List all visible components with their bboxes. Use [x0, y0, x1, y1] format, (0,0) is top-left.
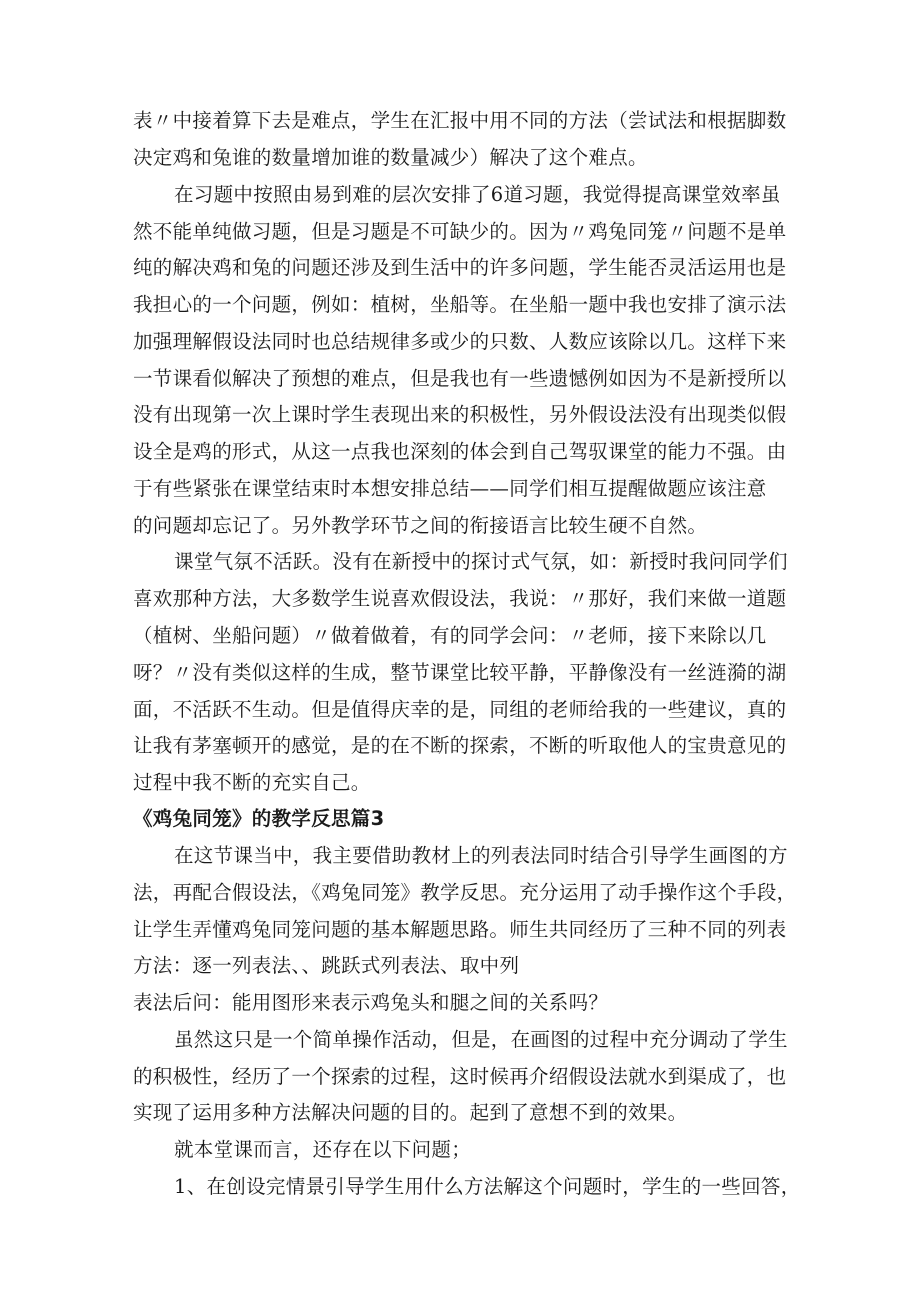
text-line: 过程中我不断的充实自己。 — [133, 771, 371, 794]
text-line: （植树、坐船问题）〃做着做着，有的同学会问：〃老师，接下来除以几 — [133, 624, 767, 647]
text-line: 让我有茅塞顿开的感觉，是的在不断的探索，不断的听取他人的宝贵意见的 — [133, 734, 787, 757]
paragraph-first-line: 课堂气氛不活跃。没有在新授中的探讨式气氛，如：新授时我问同学们 — [174, 550, 788, 573]
text-line: 设全是鸡的形式，从这一点我也深刻的体会到自己驾驭课堂的能力不强。由 — [133, 440, 787, 463]
paragraph-first-line: 在习题中按照由易到难的层次安排了6道习题，我觉得提高课堂效率虽 — [174, 183, 781, 206]
text-line: 纯的解决鸡和兔的问题还涉及到生活中的许多问题，学生能否灵活运用也是 — [133, 256, 787, 279]
section-heading: 《鸡兔同笼》的教学反思篇3 — [133, 807, 385, 830]
text-line: 法，再配合假设法，《鸡兔同笼》教学反思。充分运用了动手操作这个手段， — [133, 881, 797, 904]
text-line: 我担心的一个问题，例如：植树，坐船等。在坐船一题中我也安排了演示法 — [133, 293, 787, 316]
text-line: 呀？〃没有类似这样的生成，整节课堂比较平静，平静像没有一丝涟漪的湖 — [133, 661, 787, 684]
paragraph-first-line: 就本堂课而言，还存在以下问题； — [174, 1138, 472, 1161]
text-line: 表法后问：能用图形来表示鸡兔头和腿之间的关系吗？ — [133, 991, 609, 1014]
paragraph-first-line: 虽然这只是一个简单操作活动，但是，在画图的过程中充分调动了学生 — [174, 1028, 788, 1051]
text-line: 喜欢那种方法，大多数学生说喜欢假设法，我说：〃那好，我们来做一道题 — [133, 587, 787, 610]
text-line: 于有些紧张在课堂结束时本想安排总结——同学们相互提醒做题应该注意 — [133, 477, 767, 500]
text-line: 的积极性，经历了一个探索的过程，这时候再介绍假设法就水到渠成了，也 — [133, 1065, 787, 1088]
text-line: 方法：逐一列表法、、跳跃式列表法、取中列 — [133, 954, 520, 977]
text-line: 的问题却忘记了。另外教学环节之间的衔接语言比较生硬不自然。 — [133, 514, 708, 537]
text-line: 没有出现第一次上课时学生表现出来的积极性，另外假设法没有出现类似假 — [133, 403, 787, 426]
text-line: 让学生弄懂鸡兔同笼问题的基本解题思路。师生共同经历了三种不同的列表 — [133, 918, 787, 941]
text-line: 实现了运用多种方法解决问题的目的。起到了意想不到的效果。 — [133, 1101, 688, 1124]
text-line: 决定鸡和兔谁的数量增加谁的数量减少）解决了这个难点。 — [133, 146, 648, 169]
paragraph-first-line: 在这节课当中，我主要借助教材上的列表法同时结合引导学生画图的方 — [174, 844, 788, 867]
text-line: 然不能单纯做习题，但是习题是不可缺少的。因为〃鸡兔同笼〃问题不是单 — [133, 220, 787, 243]
text-line: 表〃中接着算下去是难点，学生在汇报中用不同的方法（尝试法和根据脚数 — [133, 109, 787, 132]
text-line: 面，不活跃不生动。但是值得庆幸的是，同组的老师给我的一些建议，真的 — [133, 698, 787, 721]
list-item: 1、在创设完情景引导学生用什么方法解这个问题时，学生的一些回答， — [174, 1175, 801, 1198]
text-line: 加强理解假设法同时也总结规律多或少的只数、人数应该除以几。这样下来 — [133, 330, 787, 353]
text-line: 一节课看似解决了预想的难点，但是我也有一些遗憾例如因为不是新授所以 — [133, 367, 787, 390]
